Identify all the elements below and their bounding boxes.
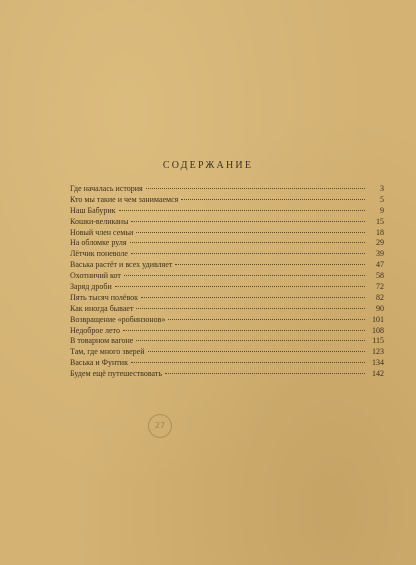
toc-entry <box>70 260 384 271</box>
toc-entry-title: Новый член семьи <box>70 227 134 237</box>
toc-entry <box>70 304 384 315</box>
toc-entry-title: Недоброе лето <box>70 325 120 335</box>
toc-entry <box>70 238 384 249</box>
toc-entry <box>70 217 384 228</box>
table-of-contents <box>70 184 384 380</box>
toc-entry-title: Наш Бабурик <box>70 205 116 215</box>
dot-leader <box>136 232 365 233</box>
toc-entry-title: Где началась история <box>70 184 143 193</box>
toc-entry-title: Васька и Фунтик <box>70 358 128 368</box>
toc-entry-title: На обломке руля <box>70 238 127 248</box>
toc-entry-page: 47 <box>376 260 384 270</box>
dot-leader <box>131 362 365 363</box>
toc-entry <box>70 358 384 369</box>
dot-leader <box>131 253 365 254</box>
dot-leader <box>168 319 365 320</box>
toc-entry <box>70 184 384 195</box>
toc-entry <box>70 228 384 239</box>
toc-entry <box>70 326 384 337</box>
library-stamp: 27 <box>148 414 172 438</box>
page-title: СОДЕРЖАНИЕ <box>162 160 254 171</box>
dot-leader <box>136 340 365 341</box>
toc-entry-page: 58 <box>376 271 384 281</box>
toc-entry-title: Охотничий кот <box>70 271 121 281</box>
dot-leader <box>141 297 365 298</box>
toc-entry-page: 18 <box>376 227 384 237</box>
dot-leader <box>124 275 365 276</box>
toc-entry-page: 5 <box>380 194 384 204</box>
toc-entry-title: Заряд дроби <box>70 282 112 292</box>
toc-entry-page: 15 <box>376 216 384 226</box>
toc-entry <box>70 336 384 347</box>
toc-entry-title: Лётчик поневоле <box>70 249 128 259</box>
toc-entry-title: Будем ещё путешествовать <box>70 369 163 379</box>
toc-entry <box>70 293 384 304</box>
toc-entry-title: Как иногда бывает <box>70 303 134 313</box>
toc-entry-page: 72 <box>376 282 384 292</box>
toc-entry <box>70 369 384 380</box>
toc-entry-page: 123 <box>372 347 384 357</box>
dot-leader <box>175 264 365 265</box>
dot-leader <box>131 221 365 222</box>
dot-leader <box>165 373 365 374</box>
toc-entry-title: Там, где много зверей <box>70 347 145 357</box>
toc-entry-title: В товарном вагоне <box>70 336 134 346</box>
toc-entry-page: 90 <box>376 303 384 313</box>
toc-entry <box>70 315 384 326</box>
toc-entry <box>70 347 384 358</box>
toc-entry-title: Пять тысяч полёвок <box>70 292 139 302</box>
toc-entry-page: 39 <box>376 249 384 259</box>
toc-entry-title: Кто мы такие и чем занимаемся <box>70 194 179 204</box>
toc-entry-page: 9 <box>380 205 384 215</box>
toc-entry <box>70 249 384 260</box>
dot-leader <box>115 286 365 287</box>
toc-entry-title: Васька растёт и всех удивляет <box>70 260 173 270</box>
toc-entry-page: 134 <box>372 358 384 368</box>
toc-entry-page: 29 <box>376 238 384 248</box>
dot-leader <box>146 188 365 189</box>
dot-leader <box>148 351 365 352</box>
dot-leader <box>119 210 365 211</box>
toc-entry <box>70 206 384 217</box>
toc-entry-page: 115 <box>372 336 384 346</box>
toc-entry <box>70 282 384 293</box>
dot-leader <box>130 242 365 243</box>
dot-leader <box>123 330 365 331</box>
toc-entry-page: 101 <box>372 314 384 324</box>
toc-entry-page: 142 <box>372 369 384 379</box>
dot-leader <box>181 199 365 200</box>
toc-entry <box>70 195 384 206</box>
toc-entry <box>70 271 384 282</box>
toc-entry-page: 3 <box>380 184 384 193</box>
toc-entry-page: 108 <box>372 325 384 335</box>
dot-leader <box>136 308 365 309</box>
toc-entry-title: Возвращение «робинзонов» <box>70 314 166 324</box>
toc-entry-page: 82 <box>376 292 384 302</box>
toc-entry-title: Кошки-великаны <box>70 216 129 226</box>
